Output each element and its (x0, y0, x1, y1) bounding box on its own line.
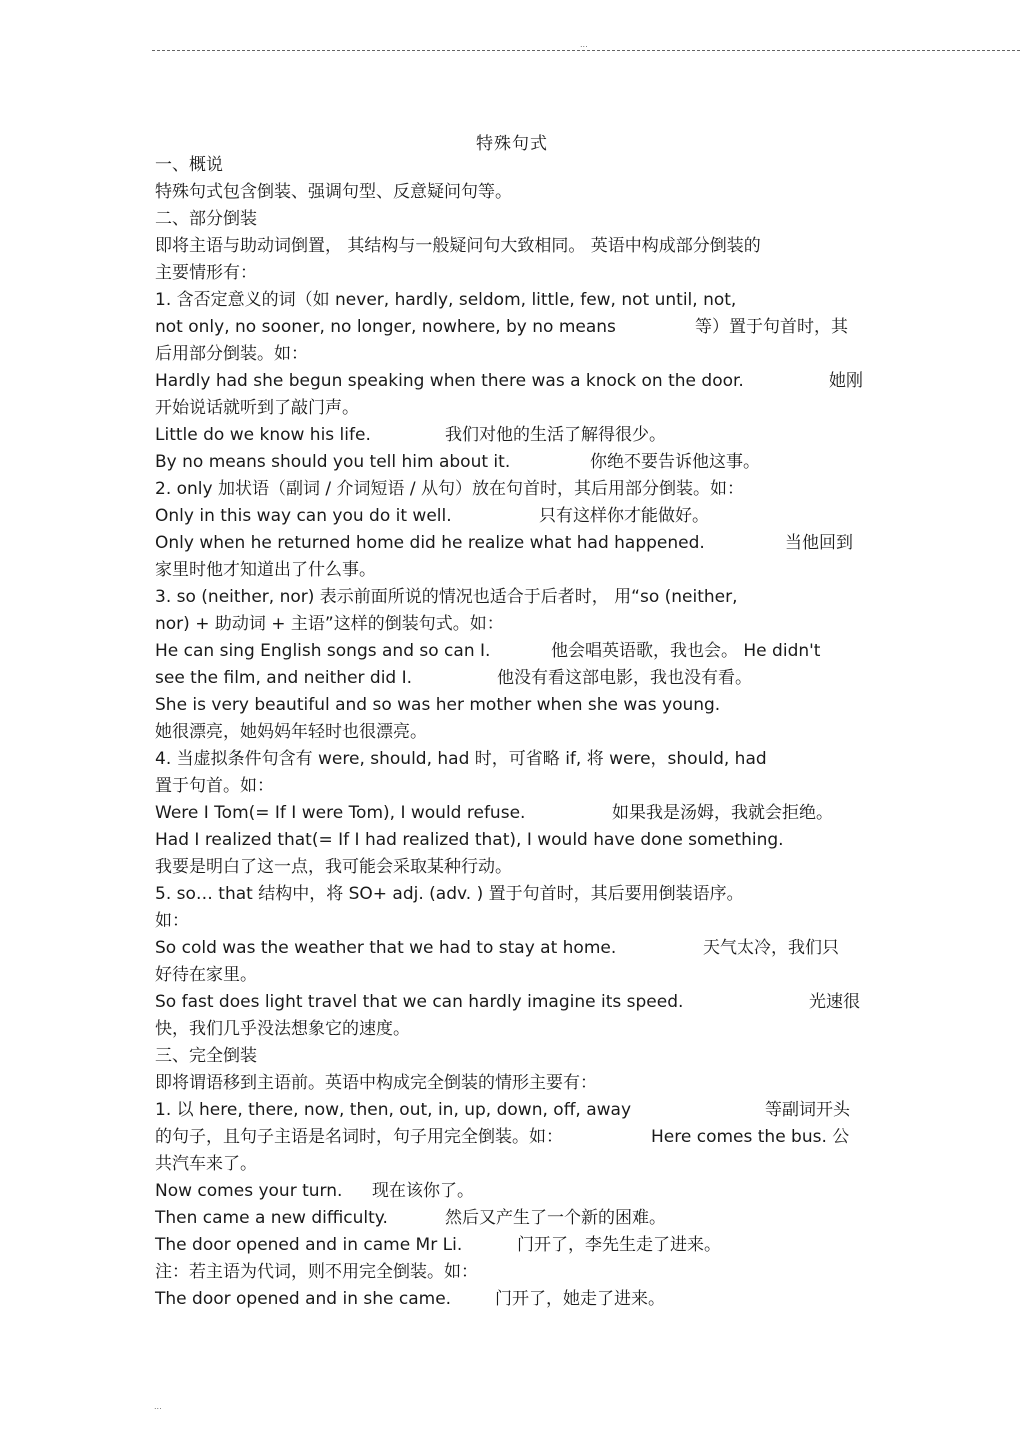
line-text: Had I realized that(= If I had realized that), I would have done something. (155, 830, 784, 850)
text-line (155, 287, 870, 314)
line-text: Were I Tom(= If I were Tom), I would refuse. (155, 803, 526, 823)
line-text: So fast does light travel that we can hardly imagine its speed. (155, 992, 684, 1012)
line-text: 主要情形有： (155, 263, 257, 283)
text-line (155, 503, 870, 530)
text-line (155, 935, 870, 962)
text-line (155, 395, 870, 422)
text-line (155, 1070, 870, 1097)
line-text: 1. 含否定意义的词（如 never, hardly, seldom, little, few, not until, not, (155, 290, 737, 310)
document-body (155, 152, 870, 1313)
text-line (155, 611, 870, 638)
line-text: Now comes your turn. (155, 1181, 343, 1201)
line-translation: 等副词开头 (765, 1100, 850, 1120)
text-line (155, 206, 870, 233)
text-line (155, 1016, 870, 1043)
line-text: 注：若主语为代词，则不用完全倒装。如： (155, 1262, 478, 1282)
text-line (155, 854, 870, 881)
text-line (155, 1097, 870, 1124)
line-text: 即将谓语移到主语前。英语中构成完全倒装的情形主要有： (155, 1073, 597, 1093)
line-translation: 门开了，她走了进来。 (495, 1289, 665, 1309)
text-line (155, 422, 870, 449)
line-text: not only, no sooner, no longer, nowhere, by no means (155, 317, 616, 337)
text-line (155, 962, 870, 989)
line-text: 好待在家里。 (155, 965, 257, 985)
line-text: 如： (155, 911, 189, 931)
line-translation: 我们对他的生活了解得很少。 (445, 425, 666, 445)
text-line (155, 1232, 870, 1259)
line-text: Then came a new difficulty. (155, 1208, 388, 1228)
line-translation: 如果我是汤姆，我就会拒绝。 (612, 803, 833, 823)
text-line (155, 341, 870, 368)
header-divider (152, 50, 1020, 51)
header-mark: ... (580, 40, 588, 49)
text-line (155, 1043, 870, 1070)
line-text: nor) + 助动词 + 主语”这样的倒装句式。如： (155, 614, 504, 634)
text-line (155, 1259, 870, 1286)
text-line (155, 584, 870, 611)
text-line (155, 638, 870, 665)
line-text: 快，我们几乎没法想象它的速度。 (155, 1019, 410, 1039)
text-line (155, 800, 870, 827)
text-line (155, 449, 870, 476)
text-line (155, 233, 870, 260)
text-line (155, 881, 870, 908)
line-text: 4. 当虚拟条件句含有 were, should, had 时，可省略 if, 将 were，should, had (155, 749, 767, 769)
line-text: 2. only 加状语（副词 / 介词短语 / 从句）放在句首时，其后用部分倒装。如： (155, 479, 745, 499)
line-translation: 只有这样你才能做好。 (539, 506, 709, 526)
line-text: see the film, and neither did I. (155, 668, 413, 688)
text-line (155, 1205, 870, 1232)
text-line (155, 152, 870, 179)
line-text: 二、部分倒装 (155, 209, 257, 229)
text-line (155, 1151, 870, 1178)
text-line (155, 827, 870, 854)
line-text: 后用部分倒装。如： (155, 344, 308, 364)
text-line (155, 1286, 870, 1313)
text-line (155, 1124, 870, 1151)
line-translation: 当他回到 (785, 533, 853, 553)
line-text: Only in this way can you do it well. (155, 506, 452, 526)
text-line (155, 719, 870, 746)
line-text: 1. 以 here, there, now, then, out, in, up, down, off, away (155, 1100, 632, 1120)
line-text: 家里时他才知道出了什么事。 (155, 560, 376, 580)
line-translation: 你绝不要告诉他这事。 (590, 452, 760, 472)
line-text: 共汽车来了。 (155, 1154, 257, 1174)
line-text: 一、概说 (155, 155, 223, 175)
text-line (155, 179, 870, 206)
line-text: 特殊句式包含倒装、强调句型、反意疑问句等。 (155, 182, 512, 202)
line-text: 5. so… that 结构中，将 SO+ adj. (adv. ) 置于句首时，其后要用倒装语序。 (155, 884, 744, 904)
text-line (155, 989, 870, 1016)
line-text: 三、完全倒装 (155, 1046, 257, 1066)
line-text: Little do we know his life. (155, 425, 371, 445)
text-line (155, 908, 870, 935)
line-text: By no means should you tell him about it. (155, 452, 511, 472)
line-text: 她很漂亮，她妈妈年轻时也很漂亮。 (155, 722, 427, 742)
line-translation: Here comes the bus. 公 (651, 1127, 850, 1147)
line-translation: 他会唱英语歌，我也会。 He didn't (551, 641, 821, 661)
text-line (155, 1178, 870, 1205)
line-text: 即将主语与助动词倒置， 其结构与一般疑问句大致相同。 英语中构成部分倒装的 (155, 236, 761, 256)
line-text: 3. so (neither, nor) 表示前面所说的情况也适合于后者时， 用“so (neither, (155, 587, 738, 607)
text-line (155, 368, 870, 395)
line-text: 我要是明白了这一点，我可能会采取某种行动。 (155, 857, 512, 877)
line-text: 开始说话就听到了敲门声。 (155, 398, 359, 418)
line-translation: 她刚 (829, 371, 863, 391)
line-text: The door opened and in she came. (155, 1289, 452, 1309)
line-text: Only when he returned home did he realize what had happened. (155, 533, 705, 553)
text-line (155, 692, 870, 719)
text-line (155, 530, 870, 557)
line-translation: 现在该你了。 (372, 1181, 474, 1201)
text-line (155, 665, 870, 692)
text-line (155, 314, 870, 341)
text-line (155, 260, 870, 287)
line-translation: 然后又产生了一个新的困难。 (445, 1208, 666, 1228)
text-line (155, 476, 870, 503)
line-translation: 他没有看这部电影，我也没有看。 (497, 668, 752, 688)
line-text: Hardly had she begun speaking when there was a knock on the door. (155, 371, 744, 391)
text-line (155, 746, 870, 773)
line-translation: 光速很 (809, 992, 860, 1012)
line-translation: 门开了，李先生走了进来。 (517, 1235, 721, 1255)
text-line (155, 773, 870, 800)
text-line (155, 557, 870, 584)
page-title: 特殊句式 (476, 134, 548, 154)
line-text: The door opened and in came Mr Li. (155, 1235, 463, 1255)
line-text: 置于句首。如： (155, 776, 274, 796)
line-text: So cold was the weather that we had to stay at home. (155, 938, 617, 958)
line-text: He can sing English songs and so can I. (155, 641, 491, 661)
line-translation: 等）置于句首时，其 (695, 317, 848, 337)
line-translation: 天气太冷，我们只 (703, 938, 839, 958)
line-text: She is very beautiful and so was her mother when she was young. (155, 695, 721, 715)
footer-mark: ... (154, 1402, 162, 1411)
line-text: 的句子，且句子主语是名词时，句子用完全倒装。如： (155, 1127, 563, 1147)
